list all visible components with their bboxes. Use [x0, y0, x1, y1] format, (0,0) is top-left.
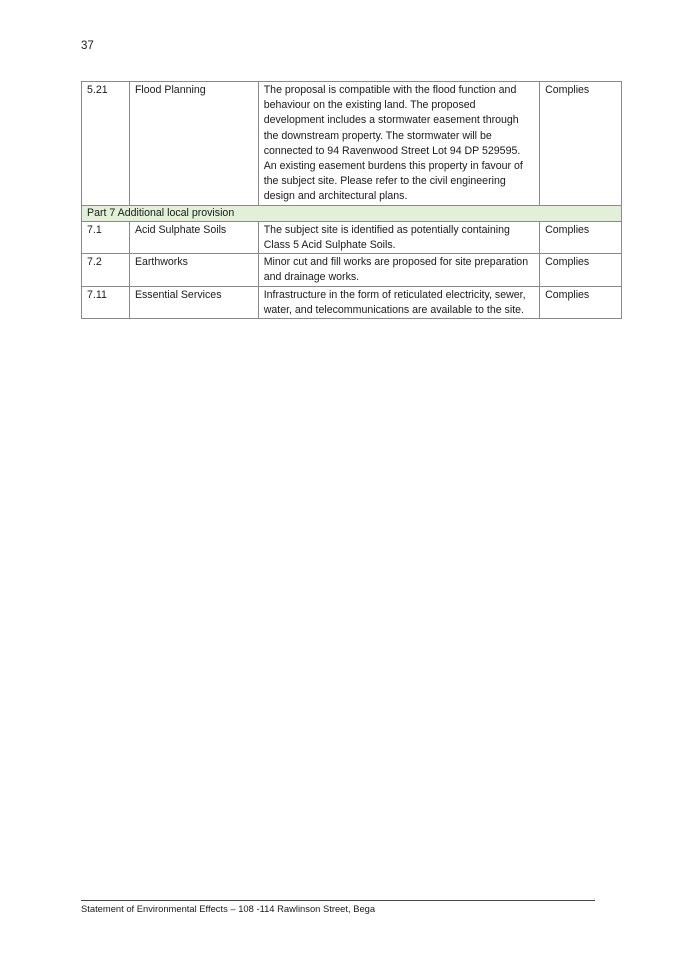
status-cell: Complies — [540, 286, 622, 318]
status-cell: Complies — [540, 82, 622, 206]
comment-cell: Minor cut and fill works are proposed for site preparation and drainage works. — [258, 254, 539, 286]
footer-text: Statement of Environmental Effects – 108 -114 Rawlinson Street, Bega — [81, 903, 376, 914]
page-number: 37 — [81, 40, 94, 52]
status-cell: Complies — [540, 254, 622, 286]
section-header-row — [82, 205, 622, 221]
compliance-table — [81, 81, 622, 319]
clause-cell: 7.1 — [82, 221, 130, 253]
table-row-earthworks — [82, 254, 622, 286]
title-cell: Earthworks — [129, 254, 258, 286]
clause-cell: 5.21 — [82, 82, 130, 206]
comment-cell: The proposal is compatible with the flood function and behaviour on the existing land. The proposed development includes a stormwater easement through the downstream property. The stormwater will be connected to 94 Ravenwood Street Lot 94 DP 529595. An existing easement burdens this property in favour of the subject site. Please refer to the civil engineering design and architectural plans. — [258, 82, 539, 206]
section-header: Part 7 Additional local provision — [82, 205, 622, 221]
status-cell: Complies — [540, 221, 622, 253]
comment-cell: Infrastructure in the form of reticulated electricity, sewer, water, and telecommunications are available to the site. — [258, 286, 539, 318]
clause-cell: 7.11 — [82, 286, 130, 318]
title-cell: Essential Services — [129, 286, 258, 318]
comment-cell: The subject site is identified as potentially containing Class 5 Acid Sulphate Soils. — [258, 221, 539, 253]
title-cell: Flood Planning — [129, 82, 258, 206]
table-row-acid-sulphate-soils — [82, 221, 622, 253]
clause-cell: 7.2 — [82, 254, 130, 286]
table-row-essential-services — [82, 286, 622, 318]
title-cell: Acid Sulphate Soils — [129, 221, 258, 253]
table-row-flood-planning — [82, 82, 622, 206]
footer-divider — [81, 900, 595, 901]
